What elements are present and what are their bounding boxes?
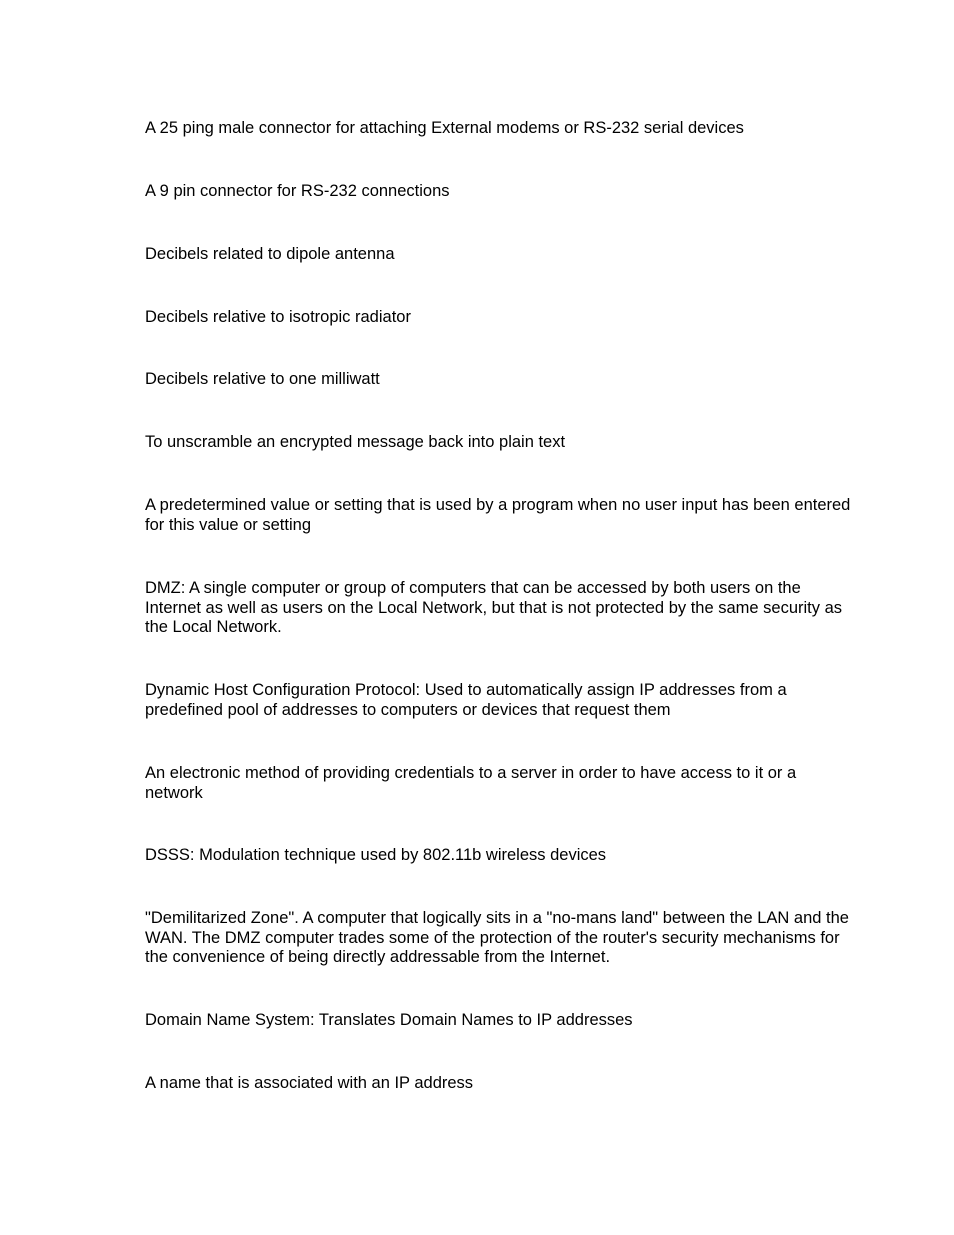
- definition-entry: DMZ: A single computer or group of computers that can be accessed by both users on the Internet as well as users on the Local Network, but that is not protected by the same security as the Local Network.: [145, 579, 843, 637]
- definition-entry: Decibels relative to isotropic radiator: [145, 308, 411, 326]
- definition-entry: A name that is associated with an IP address: [145, 1074, 474, 1092]
- definition-entry: A predetermined value or setting that is used by a program when no user input has been entered for this value or setting: [145, 496, 851, 534]
- definition-entry: To unscramble an encrypted message back into plain text: [145, 433, 566, 451]
- definition-entry: Decibels related to dipole antenna: [145, 245, 395, 263]
- definition-entry: An electronic method of providing credentials to a server in order to have access to it or a network: [145, 764, 797, 802]
- definition-entry: DSSS: Modulation technique used by 802.11b wireless devices: [145, 846, 607, 864]
- definition-entry: Domain Name System: Translates Domain Names to IP addresses: [145, 1011, 633, 1029]
- definition-entry: A 9 pin connector for RS-232 connections: [145, 182, 450, 200]
- definition-entry: "Demilitarized Zone". A computer that logically sits in a "no-mans land" between the LAN and the WAN. The DMZ computer trades some of the protection of the router's security mechanisms for the convenience of being directly addressable from the Internet.: [145, 909, 849, 967]
- definition-entry: A 25 ping male connector for attaching External modems or RS-232 serial devices: [145, 119, 744, 137]
- definition-entry: Decibels relative to one milliwatt: [145, 370, 380, 388]
- definition-entry: Dynamic Host Configuration Protocol: Used to automatically assign IP addresses from a predefined pool of addresses to computers or devices that request them: [145, 681, 787, 719]
